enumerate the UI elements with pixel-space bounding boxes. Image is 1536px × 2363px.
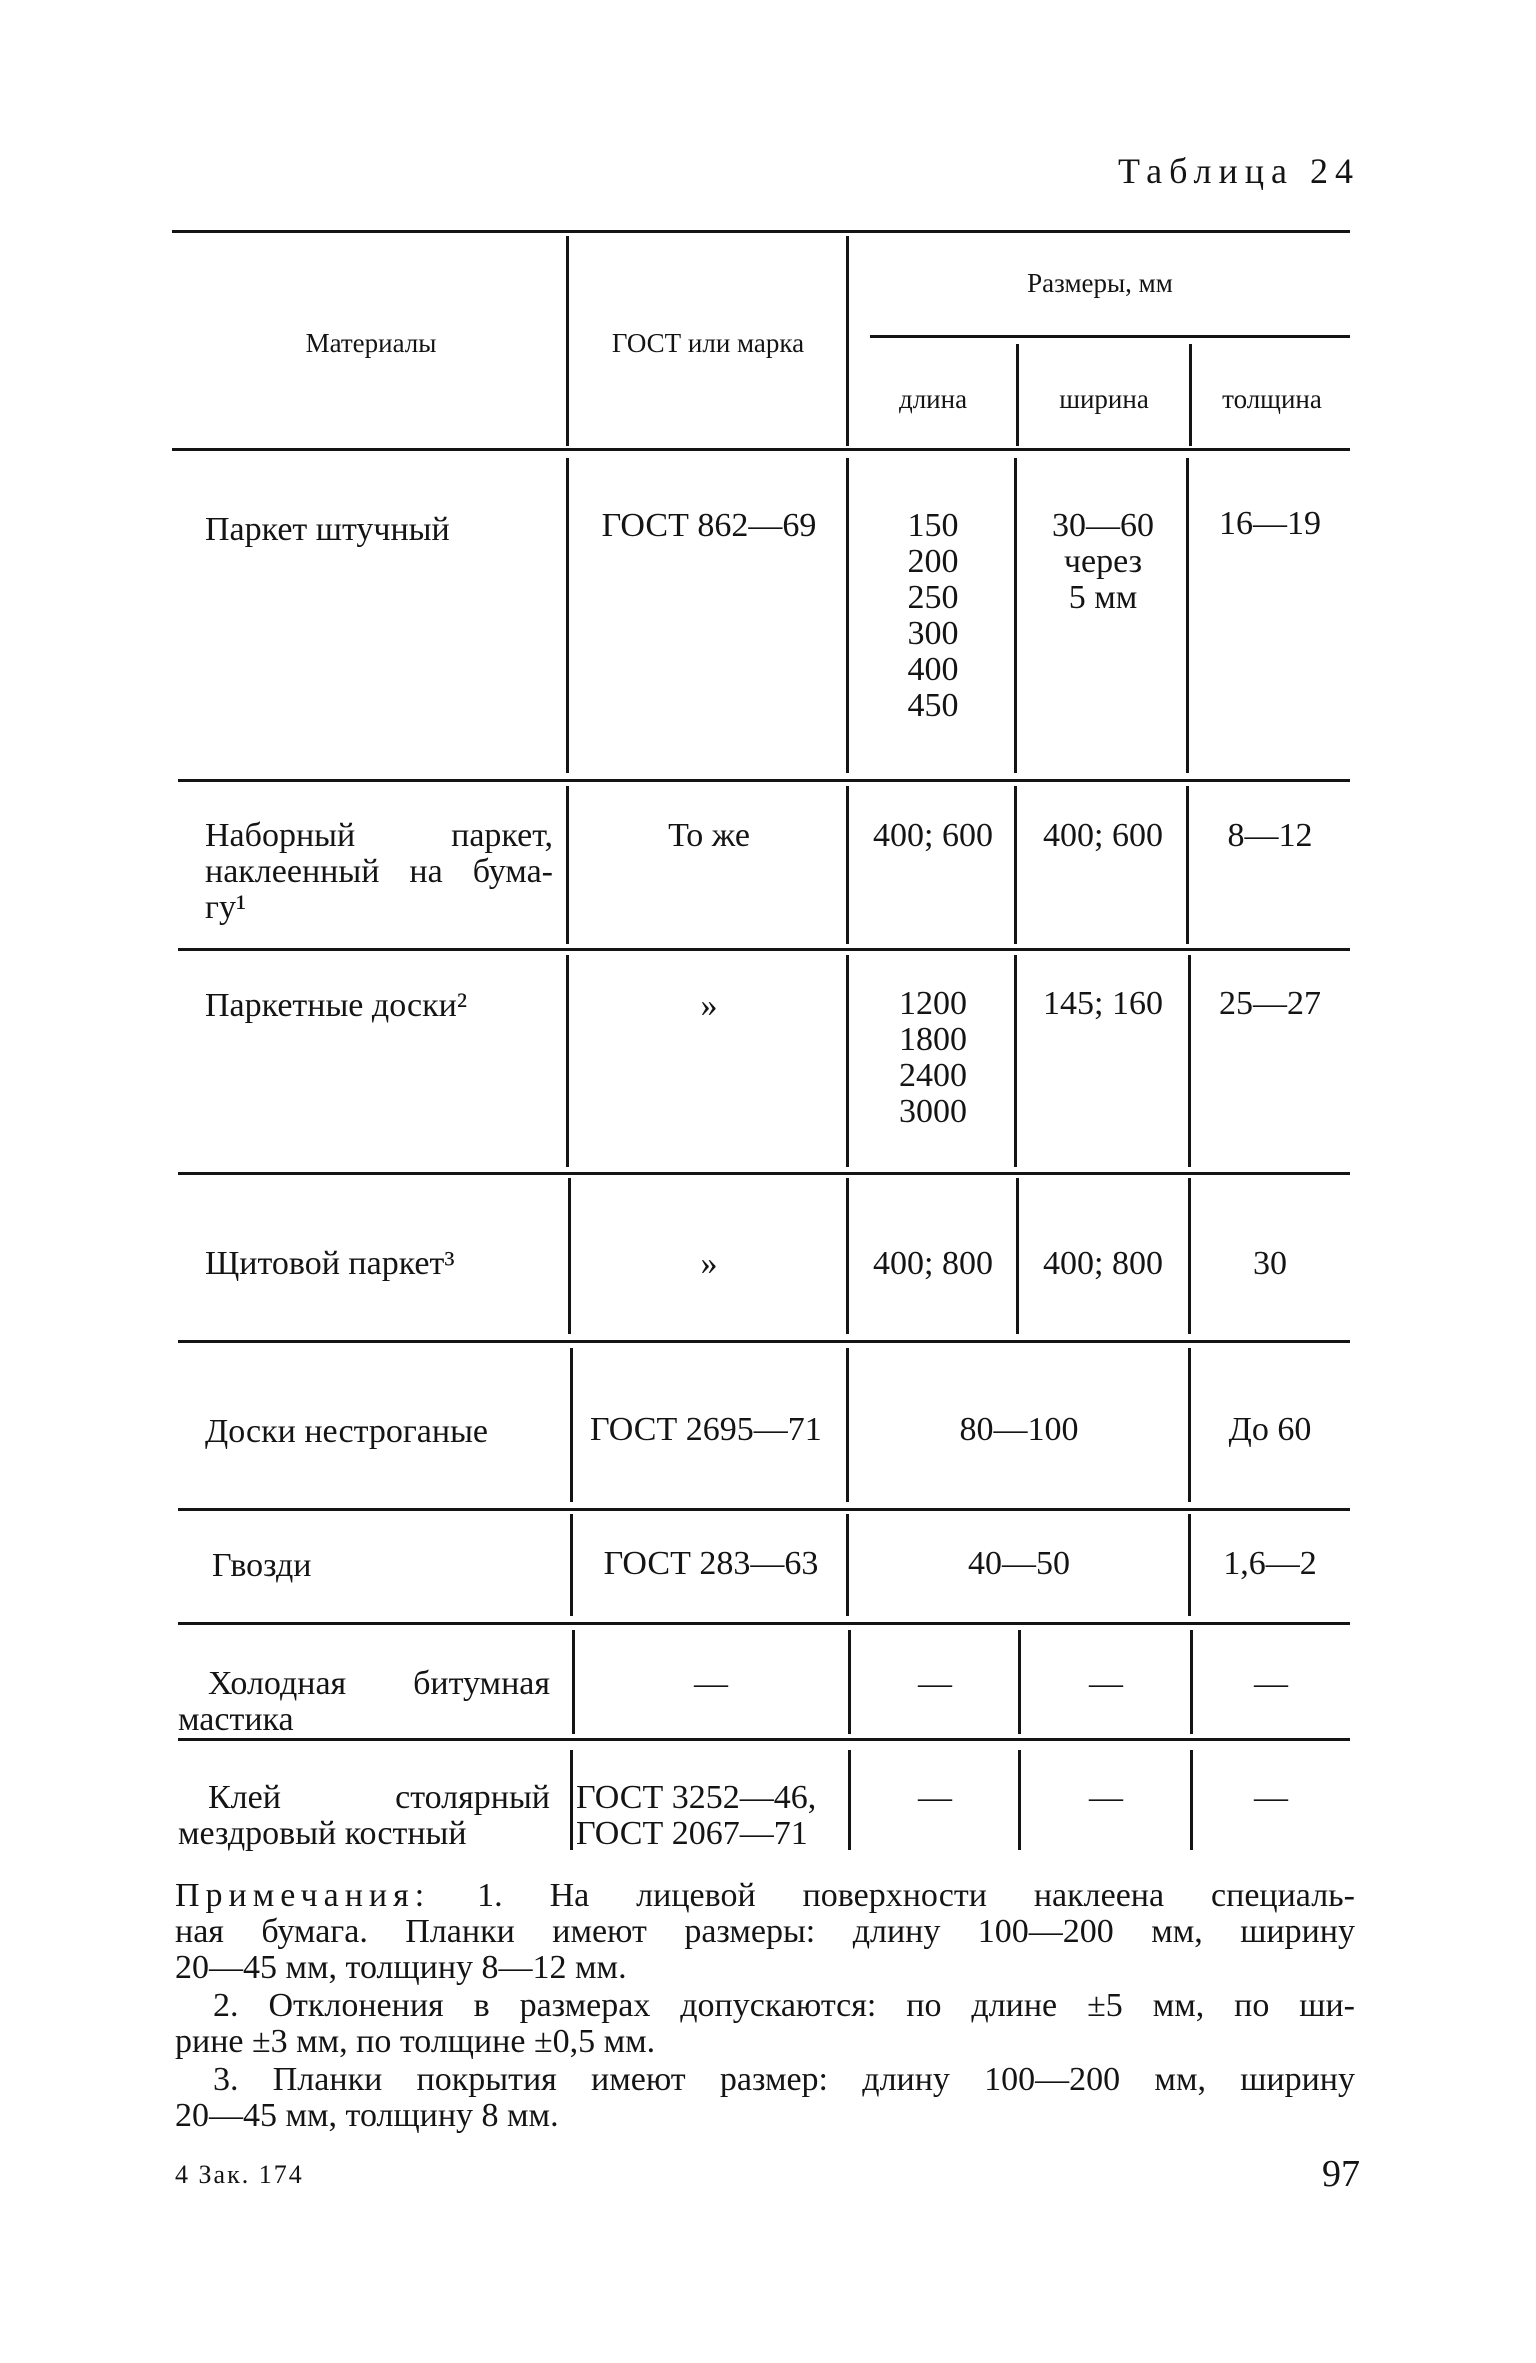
column-rule bbox=[570, 1348, 573, 1502]
header-materials: Материалы bbox=[305, 328, 437, 358]
sizes-subheader-rule bbox=[870, 335, 1350, 338]
column-rule bbox=[1016, 344, 1019, 446]
header-sizes: Размеры, мм bbox=[1027, 268, 1173, 298]
row-divider bbox=[178, 948, 1350, 951]
cell-length: 1200 1800 2400 3000 bbox=[899, 985, 967, 1130]
column-rule bbox=[570, 1750, 573, 1850]
column-rule bbox=[1014, 458, 1017, 773]
cell-gost: — bbox=[694, 1665, 728, 1702]
cell-thickness: 25—27 bbox=[1219, 985, 1321, 1022]
cell-width: 400; 800 bbox=[1043, 1245, 1163, 1282]
cell-material: Паркетные доски² bbox=[205, 987, 468, 1024]
column-rule bbox=[566, 955, 569, 1167]
column-rule bbox=[846, 786, 849, 944]
column-rule bbox=[1016, 1178, 1019, 1334]
column-rule bbox=[846, 236, 849, 446]
column-rule bbox=[572, 1630, 575, 1734]
column-rule bbox=[846, 1514, 849, 1616]
column-rule bbox=[566, 786, 569, 944]
column-rule bbox=[568, 1178, 571, 1334]
cell-width: 400; 600 bbox=[1043, 817, 1163, 854]
cell-material: Щитовой паркет³ bbox=[205, 1245, 455, 1282]
cell-width: — bbox=[1089, 1665, 1123, 1702]
row-divider bbox=[178, 1738, 1350, 1741]
column-rule bbox=[846, 458, 849, 773]
cell-length: — bbox=[918, 1779, 952, 1816]
cell-material: Наборный паркет, наклеенный на бума- гу¹ bbox=[205, 817, 553, 926]
page-number: 97 bbox=[1322, 2153, 1360, 2195]
row-divider bbox=[178, 1340, 1350, 1343]
column-rule bbox=[1190, 1630, 1193, 1734]
header-bottom-rule bbox=[172, 448, 1350, 451]
column-rule bbox=[846, 1348, 849, 1502]
column-rule bbox=[1188, 1178, 1191, 1334]
column-rule bbox=[570, 1514, 573, 1616]
table-top-rule bbox=[172, 230, 1350, 233]
column-rule bbox=[848, 1750, 851, 1850]
cell-thickness: 8—12 bbox=[1227, 817, 1313, 854]
header-thickness: толщина bbox=[1222, 384, 1322, 414]
column-rule bbox=[848, 1630, 851, 1734]
row-divider bbox=[178, 1172, 1350, 1175]
note-1: Примечания: 1. На лицевой поверхности наклеена специаль- ная бумага. Планки имеют размеры: длину 100—200 мм, ширину 20—45 мм, толщину 8—12 мм. bbox=[175, 1877, 1355, 1986]
cell-material: Клей столярный мездровый костный bbox=[178, 1779, 550, 1852]
cell-thickness: 16—19 bbox=[1219, 505, 1321, 542]
cell-gost: ГОСТ 862—69 bbox=[601, 507, 817, 544]
column-rule bbox=[1188, 955, 1191, 1167]
cell-material: Холодная битумная мастика bbox=[178, 1665, 550, 1738]
cell-material: Доски нестроганые bbox=[205, 1413, 489, 1450]
column-rule bbox=[1186, 786, 1189, 944]
header-gost: ГОСТ или марка bbox=[611, 328, 805, 358]
notes-label: Примечания: bbox=[175, 1877, 431, 1914]
column-rule bbox=[1188, 1514, 1191, 1616]
note-2: 2. Отклонения в размерах допускаются: по длине ±5 мм, по ши- рине ±3 мм, по толщине ±0,5 мм. bbox=[175, 1987, 1355, 2060]
cell-width: — bbox=[1089, 1779, 1123, 1816]
cell-length: 150 200 250 300 400 450 bbox=[907, 507, 959, 724]
cell-thickness: — bbox=[1254, 1665, 1288, 1702]
column-rule bbox=[846, 1178, 849, 1334]
cell-gost: ГОСТ 283—63 bbox=[603, 1545, 819, 1582]
cell-material: Гвозди bbox=[212, 1547, 312, 1584]
cell-width: 145; 160 bbox=[1043, 985, 1163, 1022]
column-rule bbox=[1190, 1750, 1193, 1850]
column-rule bbox=[1188, 1348, 1191, 1502]
cell-gost: » bbox=[700, 1245, 718, 1282]
cell-gost: ГОСТ 2695—71 bbox=[590, 1411, 822, 1448]
cell-thickness: — bbox=[1254, 1779, 1288, 1816]
row-divider bbox=[178, 1622, 1350, 1625]
column-rule bbox=[1186, 458, 1189, 773]
column-rule bbox=[566, 236, 569, 446]
cell-thickness: 1,6—2 bbox=[1223, 1545, 1317, 1582]
column-rule bbox=[1018, 1630, 1021, 1734]
column-rule bbox=[1014, 786, 1017, 944]
header-length: длина bbox=[898, 384, 968, 414]
cell-material: Паркет штучный bbox=[205, 511, 450, 548]
column-rule bbox=[846, 955, 849, 1167]
column-rule bbox=[566, 458, 569, 773]
cell-length: — bbox=[918, 1665, 952, 1702]
row-divider bbox=[178, 779, 1350, 782]
footer-print-mark: 4 Зак. 174 bbox=[175, 2160, 304, 2189]
table-caption: Таблица 24 bbox=[1118, 151, 1360, 191]
cell-thickness: До 60 bbox=[1228, 1411, 1312, 1448]
note-3: 3. Планки покрытия имеют размер: длину 100—200 мм, ширину 20—45 мм, толщину 8 мм. bbox=[175, 2061, 1355, 2134]
row-divider bbox=[178, 1508, 1350, 1511]
cell-length: 400; 600 bbox=[873, 817, 993, 854]
cell-length-width: 40—50 bbox=[968, 1545, 1070, 1582]
column-rule bbox=[1018, 1750, 1021, 1850]
cell-length: 400; 800 bbox=[873, 1245, 993, 1282]
cell-width: 30—60 через 5 мм bbox=[1052, 507, 1154, 616]
cell-length-width: 80—100 bbox=[959, 1411, 1079, 1448]
column-rule bbox=[1014, 955, 1017, 1167]
cell-gost: То же bbox=[668, 817, 750, 854]
cell-gost: » bbox=[700, 987, 718, 1024]
cell-thickness: 30 bbox=[1253, 1245, 1287, 1282]
header-width: ширина bbox=[1059, 384, 1149, 414]
cell-gost: ГОСТ 3252—46, ГОСТ 2067—71 bbox=[576, 1779, 817, 1852]
